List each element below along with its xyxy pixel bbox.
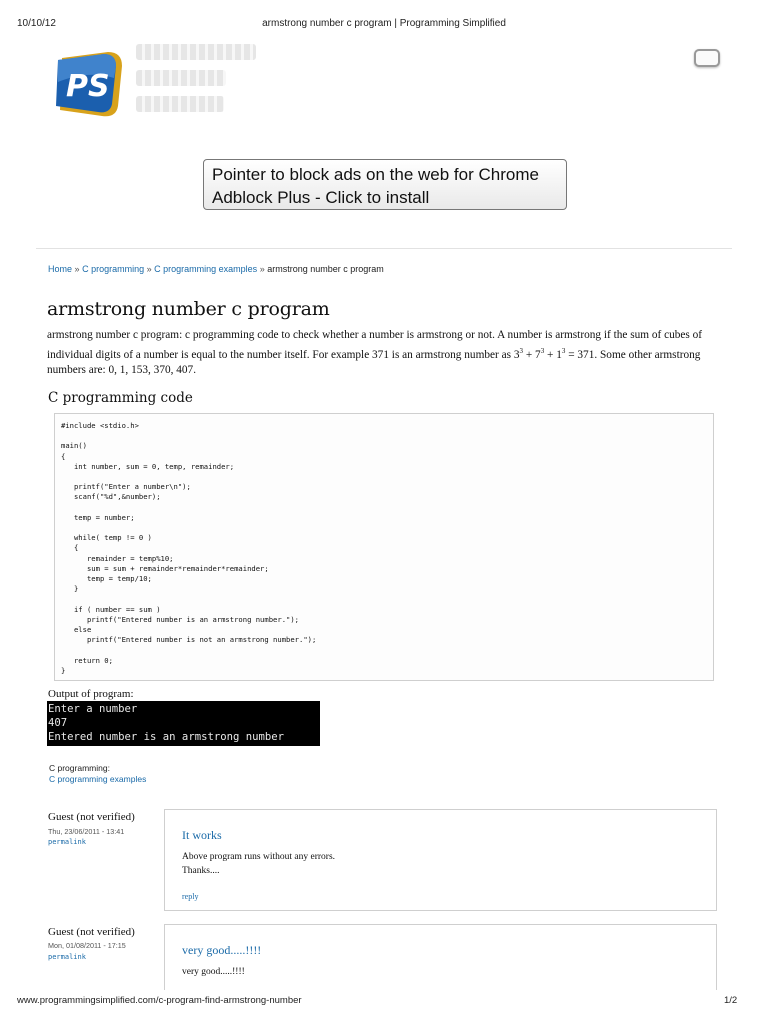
print-footer-url: www.programmingsimplified.com/c-program-find-armstrong-number — [17, 995, 302, 1006]
comment-permalink[interactable]: permalink — [48, 953, 86, 961]
breadcrumb-home[interactable]: Home — [48, 264, 73, 274]
site-logo[interactable] — [52, 48, 126, 120]
print-page-number: 1/2 — [724, 995, 738, 1006]
site-name-watermark — [136, 44, 266, 124]
breadcrumb-separator: » — [146, 264, 152, 274]
svg-text:PS: PS — [66, 69, 110, 104]
program-output-terminal — [47, 701, 320, 746]
page-title: armstrong number c program — [47, 298, 330, 320]
breadcrumb-separator: » — [74, 264, 80, 274]
comment-title[interactable]: It works — [182, 828, 222, 842]
comment-box — [164, 809, 717, 911]
code-text: #include <stdio.h> main() { int number, sum = 0, temp, remainder; printf("Enter a number\n"); scanf("%d",&number); temp = number; while( temp != 0 ) { remainder = temp%10; sum = sum + remainder*remainder*remainder; temp = temp/10; } if ( number == sum ) printf("Entered number is an armstrong number."); else printf("Entered number is not an armstrong number."); return 0; } — [61, 421, 317, 675]
adblock-ad-button[interactable] — [203, 159, 567, 210]
comment-date: Mon, 01/08/2011 - 17:15 — [48, 941, 126, 950]
window-button[interactable] — [694, 49, 720, 67]
breadcrumb-c-programming-examples[interactable]: C programming examples — [154, 264, 258, 274]
breadcrumb-separator: » — [259, 264, 265, 274]
comment-box — [164, 924, 717, 990]
code-block — [54, 413, 714, 681]
ps-logo-icon — [52, 48, 126, 120]
comment-title[interactable]: very good.....!!!! — [182, 943, 262, 957]
ad-line-1: Pointer to block ads on the web for Chrome — [212, 165, 539, 184]
comment-author: Guest (not verified) — [48, 926, 135, 938]
print-date: 10/10/12 — [17, 18, 56, 29]
comment-body: Above program runs without any errors. Thanks.... — [182, 852, 336, 876]
breadcrumb-current: armstrong number c program — [267, 264, 384, 274]
comment-permalink[interactable]: permalink — [48, 838, 86, 846]
comment-date: Thu, 23/06/2011 - 13:41 — [48, 827, 125, 836]
comment-reply-link[interactable]: reply — [182, 892, 199, 901]
ad-line-2: Adblock Plus - Click to install — [212, 188, 430, 207]
divider — [36, 248, 732, 249]
code-heading: C programming code — [48, 390, 193, 406]
breadcrumb — [48, 264, 384, 274]
comment-body: very good.....!!!! — [182, 967, 245, 977]
intro-paragraph: armstrong number c program: c programming code to check whether a number is armstrong or not. A number is armstrong if the sum of cubes of individual digits of a number is equal to the number itself. For example 371 is an armstrong number as $3^3 + 7^3 + 1^3 = 371$. Some other armstrong numbers are: 0, 1, 153, 370, 407. — [47, 329, 703, 377]
tag-link-c-programming-examples[interactable]: C programming examples — [49, 774, 147, 784]
print-page-title: armstrong number c program | Programming Simplified — [262, 18, 506, 29]
tag-label: C programming: — [49, 763, 110, 773]
comment-author: Guest (not verified) — [48, 811, 135, 823]
output-label: Output of program: — [48, 688, 134, 700]
breadcrumb-c-programming[interactable]: C programming — [82, 264, 145, 274]
program-output-text: Enter a number 407 Entered number is an armstrong number — [48, 703, 284, 743]
